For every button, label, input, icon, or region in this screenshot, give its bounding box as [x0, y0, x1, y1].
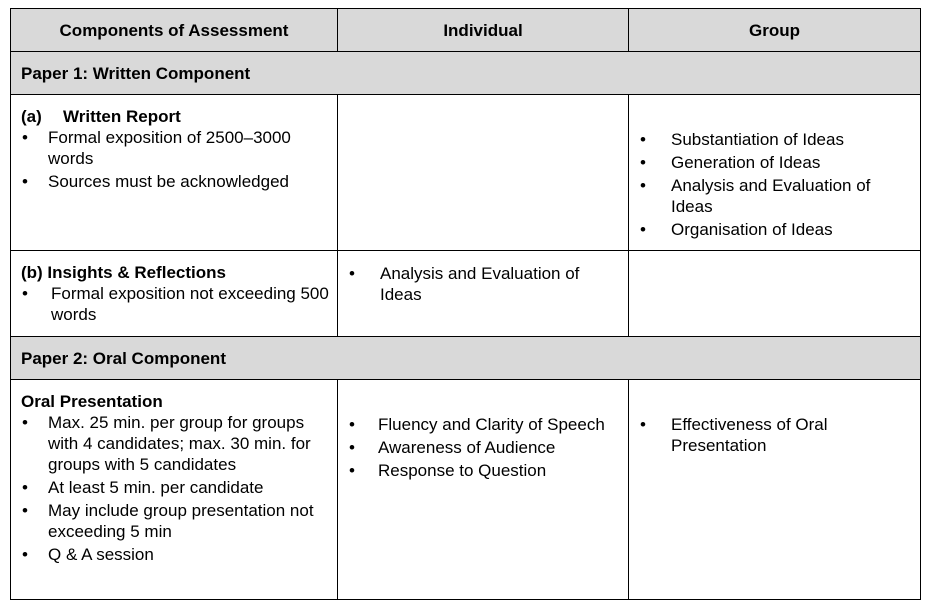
component-bullets — [21, 412, 329, 565]
list-item: • Q & A session — [21, 544, 329, 565]
component-title: (b) Insights & Reflections — [21, 263, 226, 282]
list-item: • Response to Question — [348, 460, 620, 481]
individual-cell — [338, 251, 629, 337]
component-label: (a) — [21, 107, 42, 126]
list-item: • Effectiveness of Oral Presentation — [639, 414, 912, 456]
list-item: • Organisation of Ideas — [639, 219, 912, 240]
list-item: • Formal exposition of 2500–3000 words — [21, 127, 329, 169]
section-title-paper2: Paper 2: Oral Component — [11, 337, 921, 380]
group-criteria — [639, 414, 912, 456]
individual-cell — [338, 95, 629, 251]
header-row — [11, 9, 921, 52]
table-row-insights — [11, 251, 921, 337]
components-cell — [11, 380, 338, 600]
list-item: • Analysis and Evaluation of Ideas — [348, 263, 620, 305]
component-title-text: Written Report — [63, 107, 181, 126]
table-row-written-report — [11, 95, 921, 251]
component-title — [21, 106, 329, 127]
group-cell — [629, 95, 921, 251]
list-item: • Substantiation of Ideas — [639, 129, 912, 150]
header-individual: Individual — [338, 9, 629, 52]
header-components: Components of Assessment — [11, 9, 338, 52]
table-row-oral-presentation — [11, 380, 921, 600]
section-row-paper2 — [11, 337, 921, 380]
section-row-paper1 — [11, 52, 921, 95]
list-item: • May include group presentation not exceeding 5 min — [21, 500, 329, 542]
list-item: • At least 5 min. per candidate — [21, 477, 329, 498]
component-bullets — [21, 283, 329, 325]
list-item: • Awareness of Audience — [348, 437, 620, 458]
group-cell — [629, 251, 921, 337]
list-item: • Sources must be acknowledged — [21, 171, 329, 192]
list-item: • Fluency and Clarity of Speech — [348, 414, 620, 435]
component-title: Oral Presentation — [21, 392, 163, 411]
list-item: • Analysis and Evaluation of Ideas — [639, 175, 912, 217]
header-group: Group — [629, 9, 921, 52]
component-bullets — [21, 127, 329, 192]
individual-cell — [338, 380, 629, 600]
assessment-table — [10, 8, 921, 600]
group-cell — [629, 380, 921, 600]
components-cell — [11, 95, 338, 251]
components-cell — [11, 251, 338, 337]
list-item: • Max. 25 min. per group for groups with 4 candidates; max. 30 min. for groups with 5 candidates — [21, 412, 329, 475]
individual-criteria — [348, 263, 620, 305]
section-title-paper1: Paper 1: Written Component — [11, 52, 921, 95]
list-item: • Formal exposition not exceeding 500 words — [21, 283, 329, 325]
individual-criteria — [348, 414, 620, 481]
list-item: • Generation of Ideas — [639, 152, 912, 173]
group-criteria — [639, 129, 912, 240]
